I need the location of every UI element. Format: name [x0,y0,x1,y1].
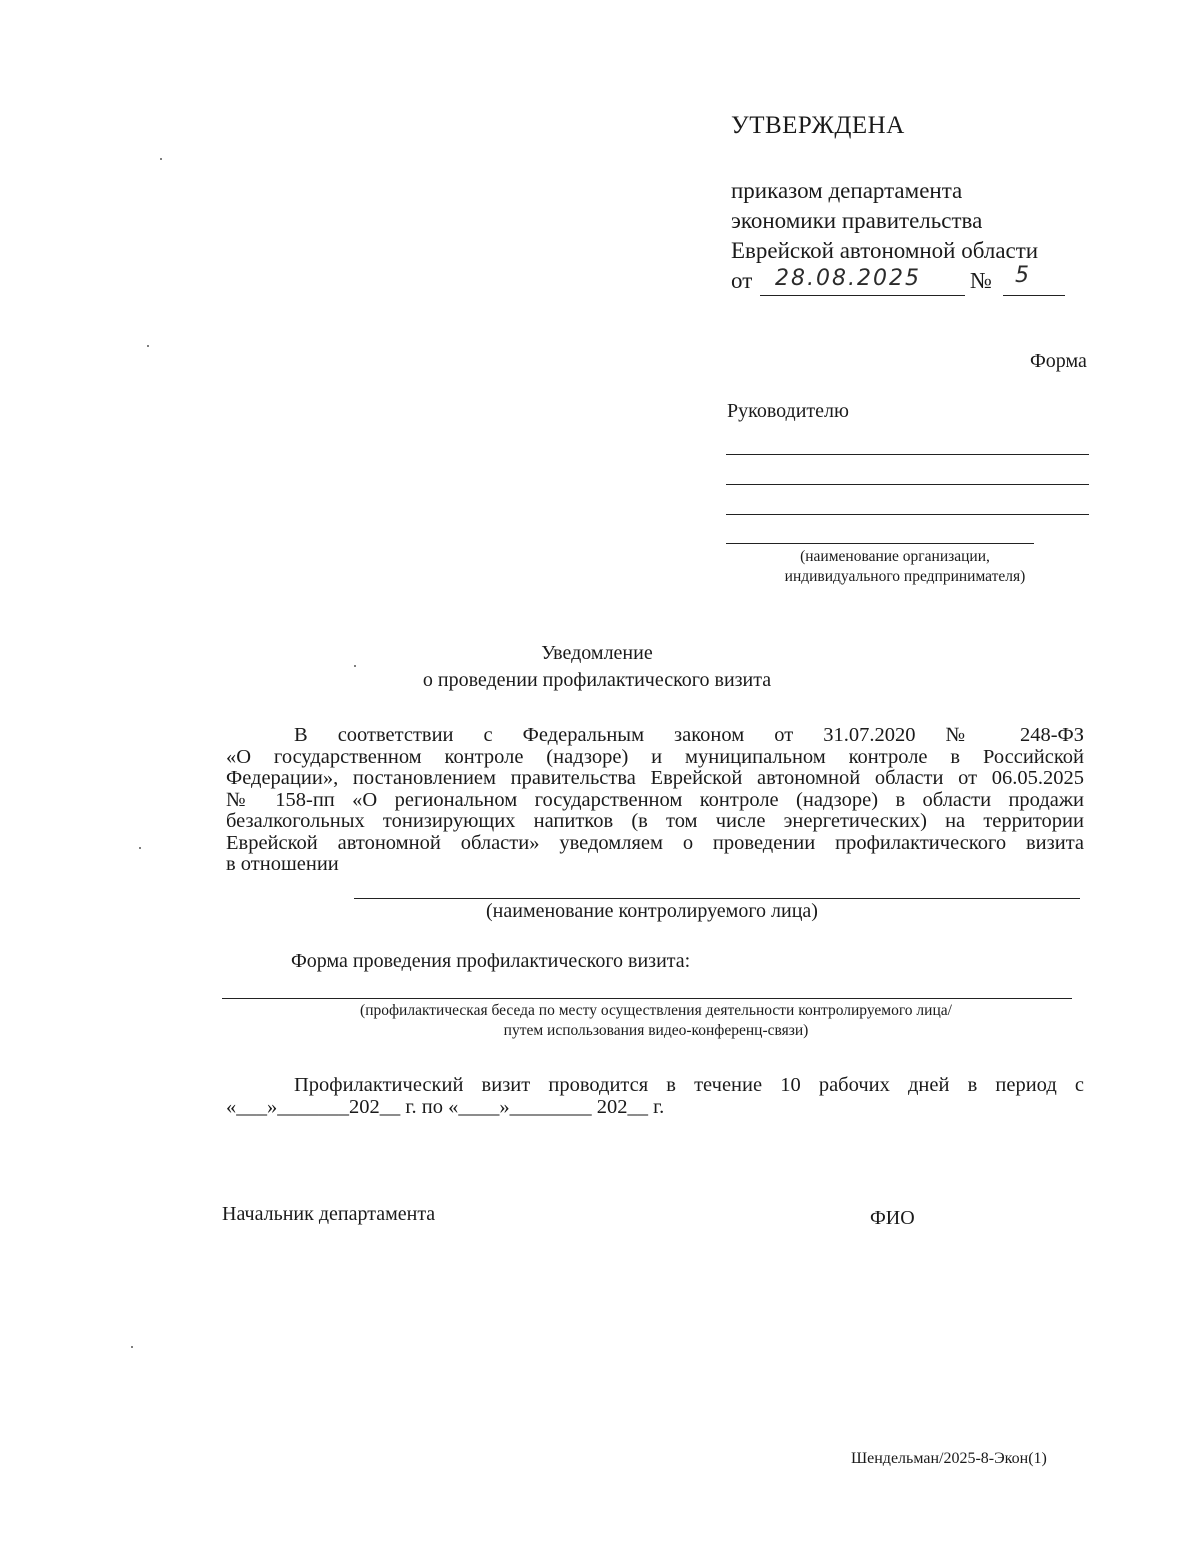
signature-position: Начальник департамента [222,1203,436,1225]
order-from-label: от [731,268,753,293]
scan-speck [139,847,141,849]
scan-speck [354,665,356,667]
footer-document-code: Шендельман/2025-8-Экон(1) [851,1450,1047,1467]
body-line-7 [226,854,1084,876]
scan-speck [147,345,149,347]
order-date-handwritten: 28.08.2025 [775,266,921,291]
addressee-line-3 [726,514,1089,515]
addressee-caption-1: (наименование организации, [800,548,990,565]
addressee-line-4 [726,543,1034,544]
visit-form-caption-2: путем использования видео-конференц-связи) [503,1022,809,1039]
order-number-underline [1003,295,1065,296]
visit-form-caption-1: (профилактическая беседа по месту осуществления деятельности контролируемого лица/ [360,1002,952,1019]
controlled-entity-line [354,898,1080,899]
notice-body [226,725,1084,876]
addressee-line-2 [726,484,1089,485]
body-line-3: Федерации», постановлением правительства Еврейской автономной области от 06.05.2025 [226,767,1084,789]
period-line-1: Профилактический визит проводится в течение 10 рабочих дней в период с [294,1074,1084,1096]
signature-name: ФИО [870,1207,915,1229]
notice-title: Уведомление [541,642,653,664]
body-line-6: Еврейской автономной области» уведомляем о проведении профилактического визита [226,831,1084,854]
body-line-5: безалкогольных тонизирующих напитков (в том числе энергетических) на территории [226,810,1084,832]
order-number-label: № [970,268,992,293]
period-block [226,1075,1084,1118]
body-line-1: В соответствии с Федеральным законом от 31.07.2020 № 248-ФЗ [294,724,1084,746]
visit-form-label: Форма проведения профилактического визита: [291,950,691,972]
scan-speck [131,1346,133,1348]
body-line-2: «О государственном контроле (надзоре) и муниципальном контроле в Российской [226,745,1084,768]
order-line-1: приказом департамента [731,178,963,203]
order-date-underline [760,295,965,296]
scan-speck [160,158,162,160]
period-line-2: «___»_______202__ г. по «____»________ 202__ г. [226,1095,665,1118]
order-line-2: экономики правительства [731,208,983,233]
controlled-entity-caption: (наименование контролируемого лица) [486,900,818,922]
body-line-4: № 158-пп «О региональном государственном контроле (надзоре) в области продажи [226,788,1084,811]
in-relation-label: в отношении [226,853,339,875]
order-line-3: Еврейской автономной области [731,238,1039,263]
order-number-handwritten: 5 [1015,263,1031,288]
notice-subtitle: о проведении профилактического визита [422,669,772,691]
approved-heading: УТВЕРЖДЕНА [731,112,905,139]
addressee-label: Руководителю [727,400,849,422]
addressee-caption-2: индивидуального предпринимателя) [784,568,1026,585]
visit-form-line [222,998,1072,999]
form-label: Форма [1030,350,1087,372]
addressee-line-1 [726,454,1089,455]
